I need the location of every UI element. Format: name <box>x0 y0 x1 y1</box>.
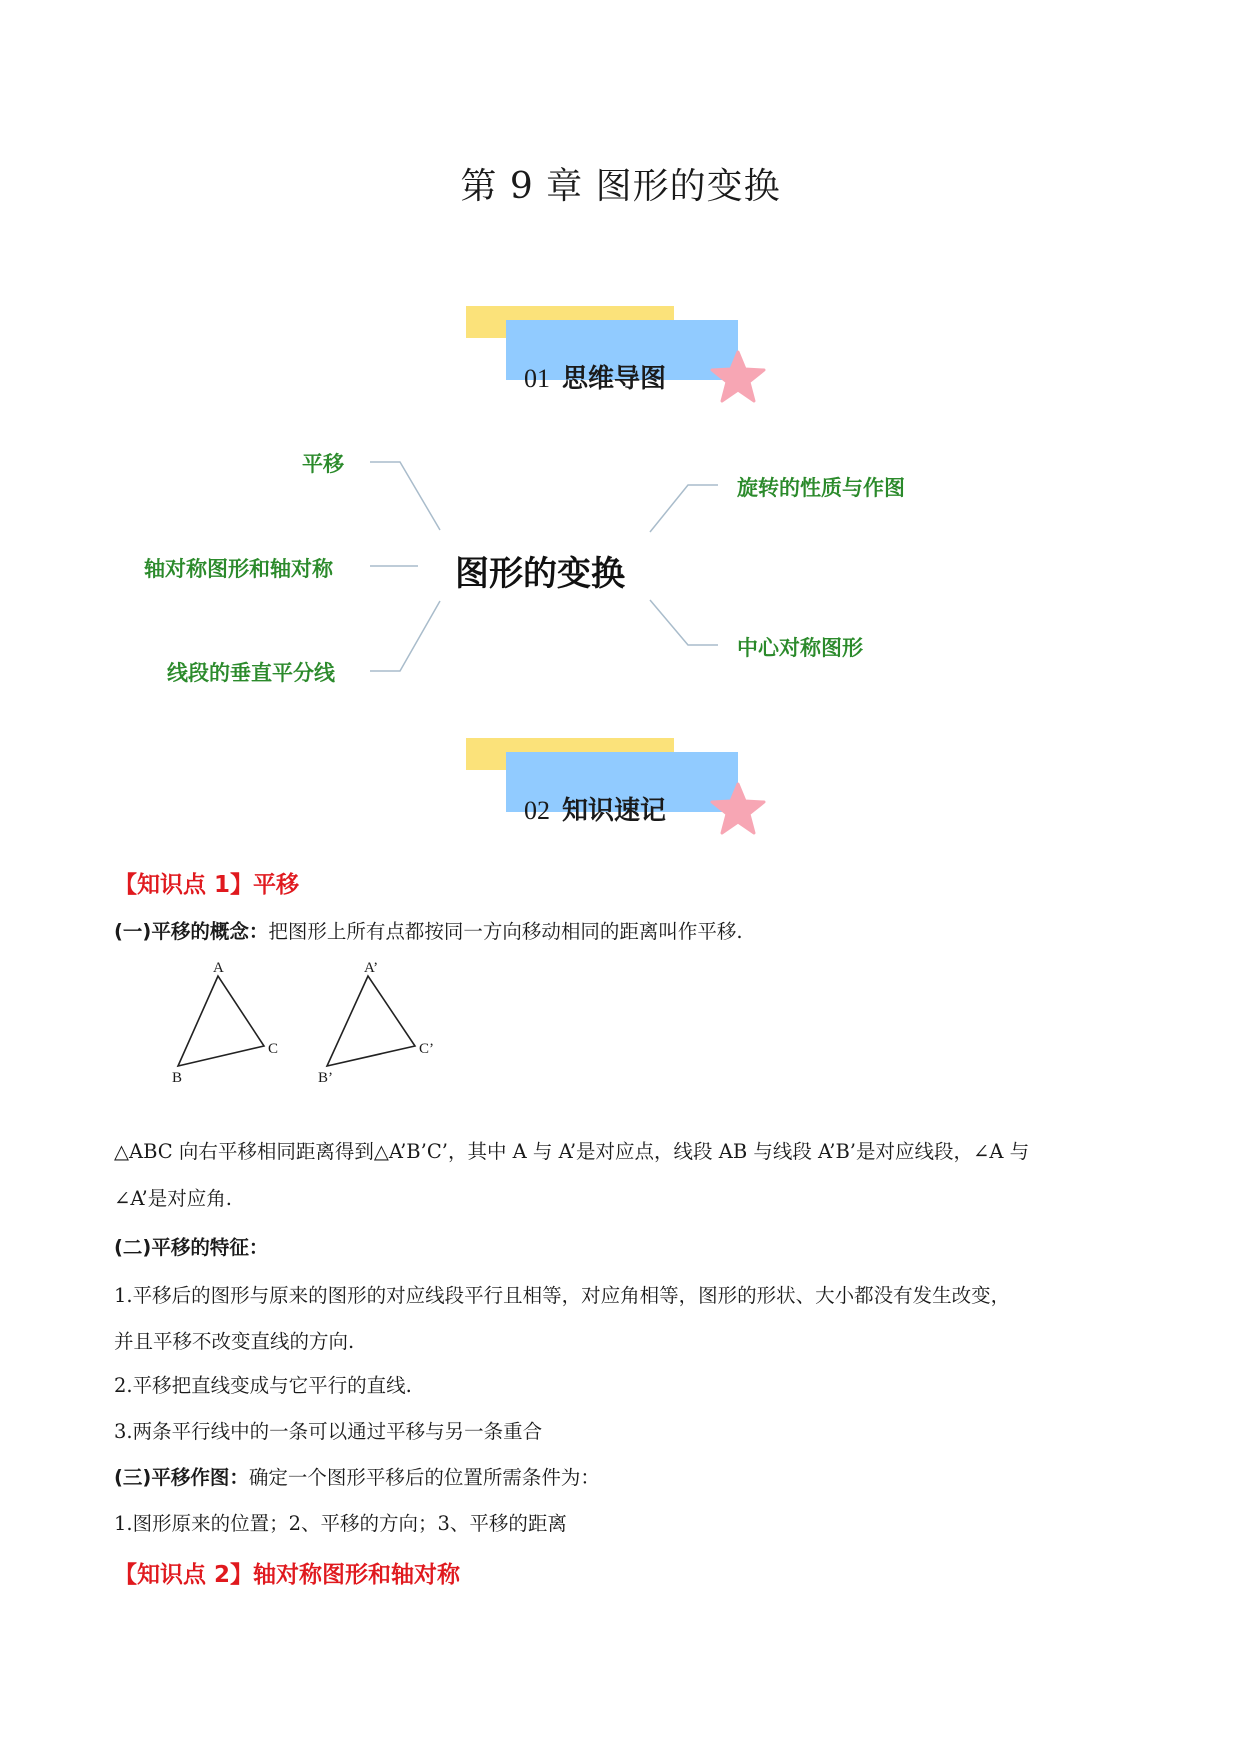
feature-line-2: 2.平移把直线变成与它平行的直线. <box>114 1374 412 1397</box>
section-title <box>524 790 666 827</box>
mindmap-node-translation: 平移 <box>302 452 344 476</box>
feature-line-1-cont: 并且平移不改变直线的方向. <box>114 1330 355 1353</box>
paragraph-text: 把图形上所有点都按同一方向移动相同的距离叫作平移. <box>268 920 743 943</box>
section-label: 知识速记 <box>562 796 667 826</box>
paragraph-heading: (三)平移作图： <box>114 1466 249 1489</box>
section-number: 02 <box>524 796 550 825</box>
vertex-label-a-prime: A’ <box>364 960 379 976</box>
feature-line-1: 1.平移后的图形与原来的图形的对应线段平行且相等，对应角相等，图形的形状、大小都没有发生改变， <box>114 1284 1011 1307</box>
paragraph-heading: (一)平移的概念： <box>114 920 269 943</box>
vertex-label-a: A <box>213 960 224 976</box>
paragraph-construction <box>114 1462 600 1490</box>
vertex-label-b-prime: B’ <box>318 1070 333 1086</box>
paragraph-correspondence-line2: ∠A’是对应角. <box>114 1187 232 1210</box>
paragraph-features-heading <box>114 1232 268 1260</box>
mindmap-node-perpendicular-bisector: 线段的垂直平分线 <box>167 661 335 685</box>
translation-figure <box>160 958 460 1098</box>
star-icon <box>710 782 766 836</box>
paragraph-heading: (二)平移的特征： <box>114 1236 269 1259</box>
mindmap-center: 图形的变换 <box>455 554 625 594</box>
paragraph-correspondence-line1: △ABC 向右平移相同距离得到△A’B’C’，其中 A 与 A’是对应点，线段 AB 与线段 A’B’是对应线段，∠A 与 <box>114 1140 1030 1163</box>
mindmap-node-axial-symmetry: 轴对称图形和轴对称 <box>144 557 333 581</box>
mindmap-node-central-symmetry: 中心对称图形 <box>737 636 863 660</box>
mindmap-node-rotation: 旋转的性质与作图 <box>737 476 905 500</box>
feature-line-3: 3.两条平行线中的一条可以通过平移与另一条重合 <box>114 1420 543 1443</box>
vertex-label-c: C <box>268 1041 279 1057</box>
section-number: 01 <box>524 364 550 393</box>
mindmap-connectors <box>0 0 1241 760</box>
construction-conditions: 1.图形原来的位置；2、平移的方向；3、平移的距离 <box>114 1512 567 1535</box>
knowledge-point-1-title: 【知识点 1】平移 <box>114 872 300 898</box>
paragraph-concept <box>114 916 743 944</box>
vertex-label-c-prime: C’ <box>419 1041 434 1057</box>
knowledge-point-2-title: 【知识点 2】轴对称图形和轴对称 <box>114 1562 461 1588</box>
paragraph-text: 确定一个图形平移后的位置所需条件为： <box>248 1466 600 1489</box>
section-label: 思维导图 <box>562 364 667 394</box>
page-title: 第 9 章 图形的变换 <box>460 166 781 207</box>
vertex-label-b: B <box>172 1070 183 1086</box>
